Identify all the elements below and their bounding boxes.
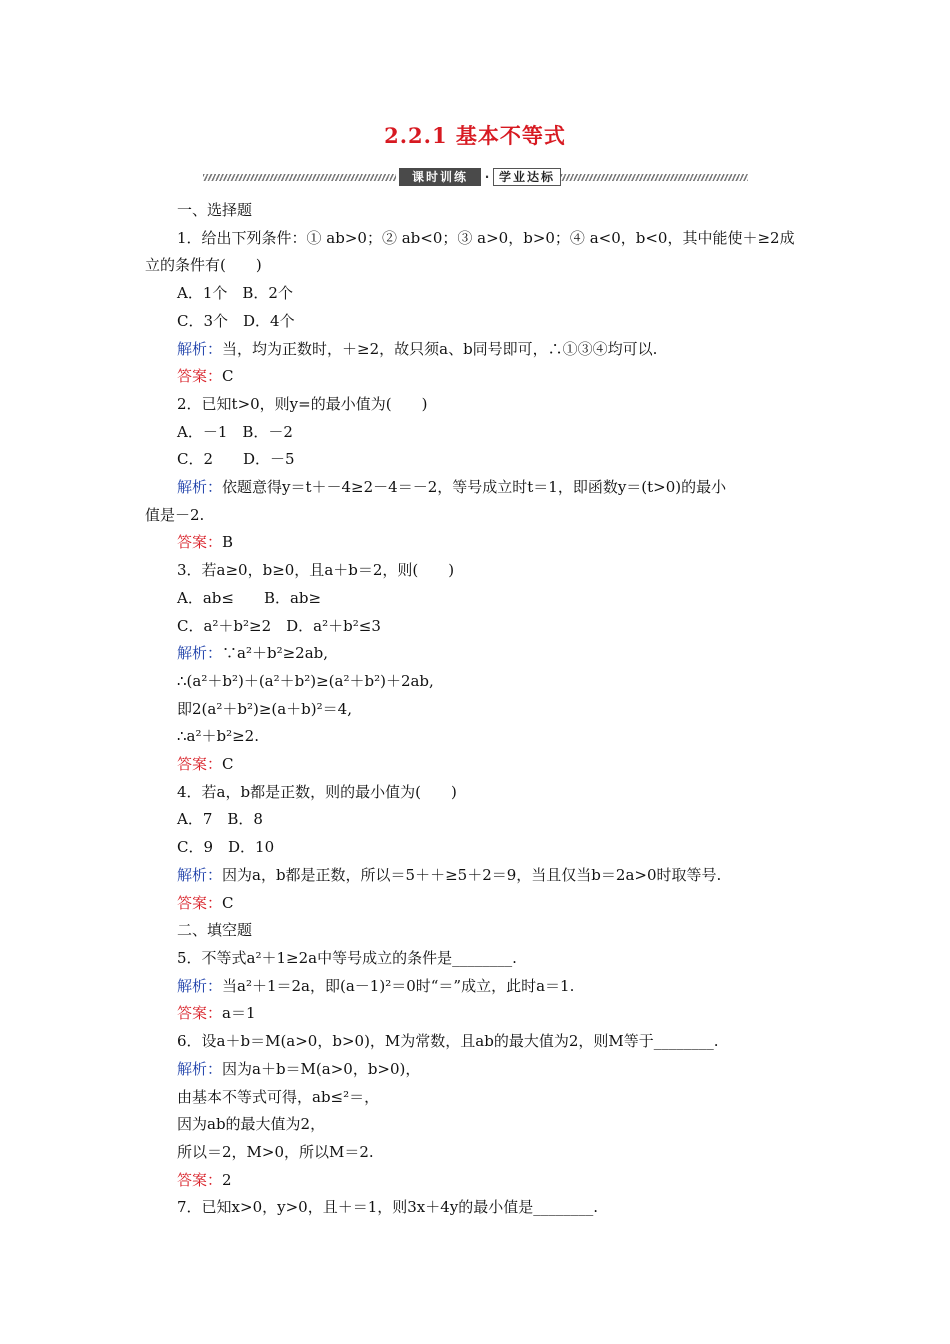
question-5-analysis (145, 973, 810, 1001)
question-1-text-cont: 立的条件有( ) (145, 256, 262, 275)
question-6-analysis-step-2: 因为ab的最大值为2， (177, 1115, 326, 1134)
analysis-text: 因为a，b都是正数，所以＝5＋＋≥5＋2＝9，当且仅当b＝2a>0时取等号. (222, 865, 722, 884)
answer-label: 答案： (177, 1170, 223, 1189)
question-4-options-ab: A．7 B．8 (177, 810, 263, 829)
analysis-label: 解析： (177, 865, 223, 884)
question-2-analysis-cont: 值是－2. (145, 505, 205, 524)
section-heading-fill: 二、填空题 (177, 921, 253, 940)
document-body (145, 197, 810, 1222)
question-2-analysis (145, 474, 810, 502)
question-3-answer (145, 751, 810, 779)
question-1-options-cd: C．3个 D．4个 (177, 311, 295, 330)
answer-label: 答案： (177, 533, 223, 552)
question-3-analysis (145, 640, 810, 668)
analysis-label: 解析： (177, 1059, 223, 1078)
question-1-options-ab: A．1个 B．2个 (177, 284, 293, 303)
question-1-text: 1．给出下列条件：① ab>0；② ab<0；③ a>0，b>0；④ a<0，b<0，其中能使＋≥2成 (177, 228, 795, 247)
question-2-options-cd: C．2 D．－5 (177, 450, 295, 469)
question-5-text: 5．不等式a²＋1≥2a中等号成立的条件是________. (177, 948, 517, 967)
question-4-text: 4．若a，b都是正数，则的最小值为( ) (177, 782, 457, 801)
question-3-text: 3．若a≥0，b≥0，且a＋b＝2，则( ) (177, 561, 455, 580)
analysis-text: 当，均为正数时，＋≥2，故只须a、b同号即可，∴①③④均可以. (222, 339, 658, 358)
question-2-text: 2．已知t>0，则y=的最小值为( ) (177, 394, 428, 413)
question-3-analysis-step-3: ∴a²＋b²≥2. (177, 727, 259, 746)
answer-label: 答案： (177, 755, 223, 774)
banner-tag-practice: 课时训练 (399, 168, 481, 186)
analysis-text: 因为a＋b＝M(a>0，b>0)， (222, 1059, 421, 1078)
question-2-options-ab: A．－1 B．－2 (177, 422, 293, 441)
analysis-label: 解析： (177, 644, 223, 663)
answer-text: C (222, 367, 234, 386)
question-6-analysis-step-3: 所以＝2，M>0，所以M＝2. (177, 1142, 374, 1161)
section-banner (203, 168, 748, 186)
answer-label: 答案： (177, 893, 223, 912)
answer-text: B (222, 533, 234, 552)
question-6-answer (145, 1167, 810, 1195)
section-heading-choice: 一、选择题 (177, 201, 253, 219)
question-1-answer (145, 363, 810, 391)
analysis-label: 解析： (177, 339, 223, 358)
question-6-text: 6．设a＋b＝M(a>0，b>0)，M为常数，且ab的最大值为2，则M等于________. (177, 1032, 719, 1051)
banner-tag-mastery: 学业达标 (493, 168, 561, 186)
analysis-text: 依题意得y＝t＋－4≥2－4＝－2，等号成立时t＝1，即函数y＝(t>0)的最小 (222, 478, 727, 497)
analysis-label: 解析： (177, 478, 223, 497)
analysis-text: 当a²＋1＝2a，即(a－1)²＝0时“＝”成立，此时a＝1. (222, 976, 575, 995)
answer-label: 答案： (177, 1004, 223, 1023)
question-2-answer (145, 529, 810, 557)
banner-hatch-right (561, 174, 748, 181)
analysis-label: 解析： (177, 976, 223, 995)
question-3-options-cd: C．a²＋b²≥2 D．a²＋b²≤3 (177, 616, 381, 635)
question-4-analysis (145, 862, 810, 890)
question-3-options-ab: A．ab≤ B．ab≥ (177, 588, 322, 607)
question-6-analysis (145, 1056, 810, 1084)
answer-text: C (222, 893, 234, 912)
answer-label: 答案： (177, 367, 223, 386)
question-4-options-cd: C．9 D．10 (177, 838, 275, 857)
question-1-analysis (145, 336, 810, 364)
question-3-analysis-step-2: 即2(a²＋b²)≥(a＋b)²＝4, (177, 699, 352, 718)
answer-text: 2 (222, 1170, 232, 1189)
question-3-analysis-step-1: ∴(a²＋b²)＋(a²＋b²)≥(a²＋b²)＋2ab, (177, 671, 434, 690)
question-6-analysis-step-1: 由基本不等式可得，ab≤²＝， (177, 1087, 380, 1106)
page-title: 2.2.1 基本不等式 (384, 123, 566, 148)
analysis-text: ∵a²＋b²≥2ab, (222, 644, 329, 663)
banner-separator: · (484, 170, 490, 184)
answer-text: a＝1 (222, 1004, 256, 1023)
question-7-text: 7．已知x>0，y>0，且＋＝1，则3x＋4y的最小值是________. (177, 1198, 599, 1217)
question-5-answer (145, 1000, 810, 1028)
banner-hatch-left (203, 174, 396, 181)
question-4-answer (145, 890, 810, 918)
answer-text: C (222, 755, 234, 774)
